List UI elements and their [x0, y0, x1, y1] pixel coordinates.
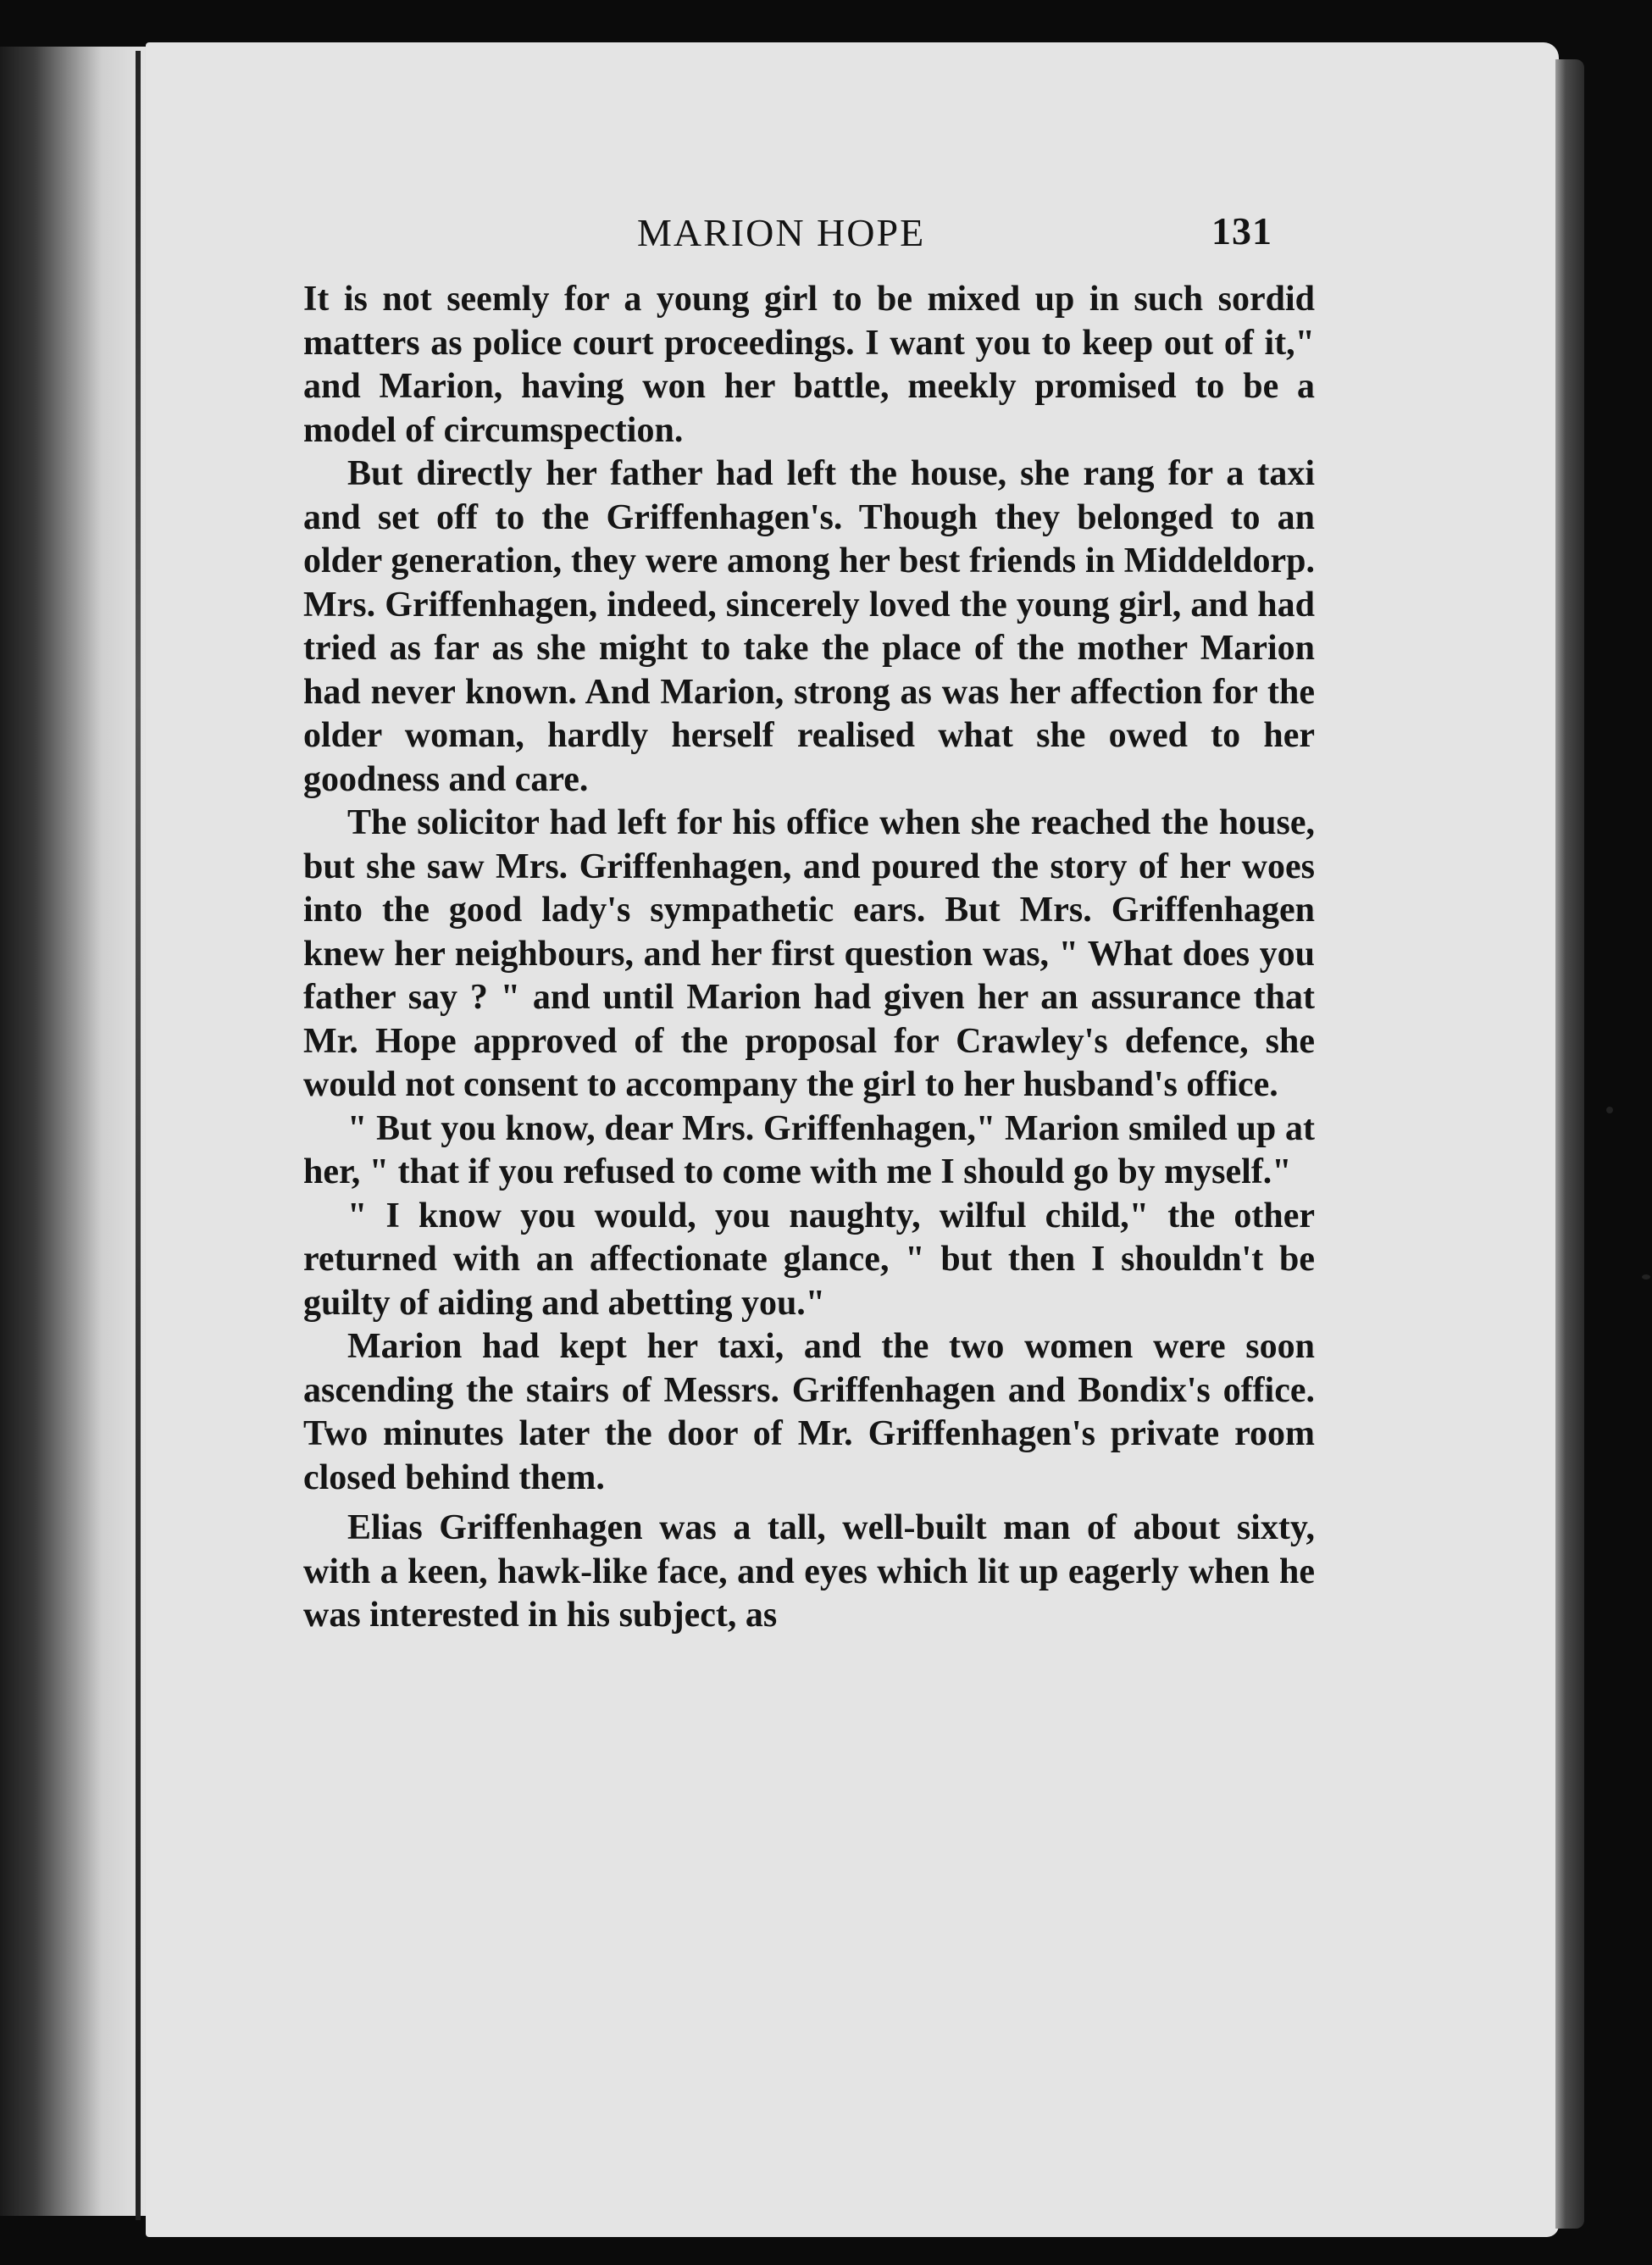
paragraph-dialogue: " But you know, dear Mrs. Griffenhagen," Marion smiled up at her, " that if you refused to come with me I should go by myself." — [303, 1108, 1315, 1191]
paragraph-continuation: It is not seemly for a young girl to be mixed up in such sordid matters as police court proceedings. I want you to keep out of it," and Marion, having won her battle, meekly promised to be a model of circumspection. — [303, 280, 1315, 450]
paragraph: But directly her father had left the house, she rang for a taxi and set off to the Griffenhagen's. Though they belonged to an older generation, they were among her best friends in Middeldorp. Mrs. Griffenhagen, indeed, sincerely loved the young girl, and had tried as far as she might to take the place of the mother Marion had never known. And Marion, strong as was her affection for the older woman, hardly herself realised what she owed to her goodness and care. — [303, 454, 1315, 799]
facing-page-edge — [0, 47, 152, 2216]
scan-speck — [1642, 1274, 1650, 1280]
paragraph: Marion had kept her taxi, and the two women were soon ascending the stairs of Messrs. Griffenhagen and Bondix's office. Two minutes later the door of Mr. Griffenhagen's private room closed behind them. — [303, 1327, 1315, 1497]
paragraph: Elias Griffenhagen was a tall, well-built man of about sixty, with a keen, hawk-like face, and eyes which lit up eagerly when he was interested in his subject, as — [303, 1508, 1315, 1635]
running-head — [146, 42, 1559, 254]
page-number: 131 — [1211, 209, 1272, 253]
book-page — [146, 42, 1559, 2237]
running-head-title: MARION HOPE — [637, 211, 926, 254]
paragraph-dialogue: " I know you would, you naughty, wilful child," the other returned with an affectionate glance, " but then I shouldn't be guilty of aiding and abetting you." — [303, 1196, 1315, 1323]
book-gutter — [136, 51, 141, 2220]
scan-speck — [1606, 1107, 1613, 1113]
page-fore-edge — [1555, 59, 1584, 2229]
paragraph: The solicitor had left for his office when she reached the house, but she saw Mrs. Griffenhagen, and poured the story of her woes into the good lady's sympathetic ears. But Mrs. Griffenhagen knew her neighbours, and her first question was, " What does you father say ? " and until Marion had given her an assurance that Mr. Hope approved of the proposal for Crawley's defence, she would not consent to accompany the girl to her husband's office. — [303, 803, 1315, 1104]
body-text — [303, 278, 1315, 1638]
